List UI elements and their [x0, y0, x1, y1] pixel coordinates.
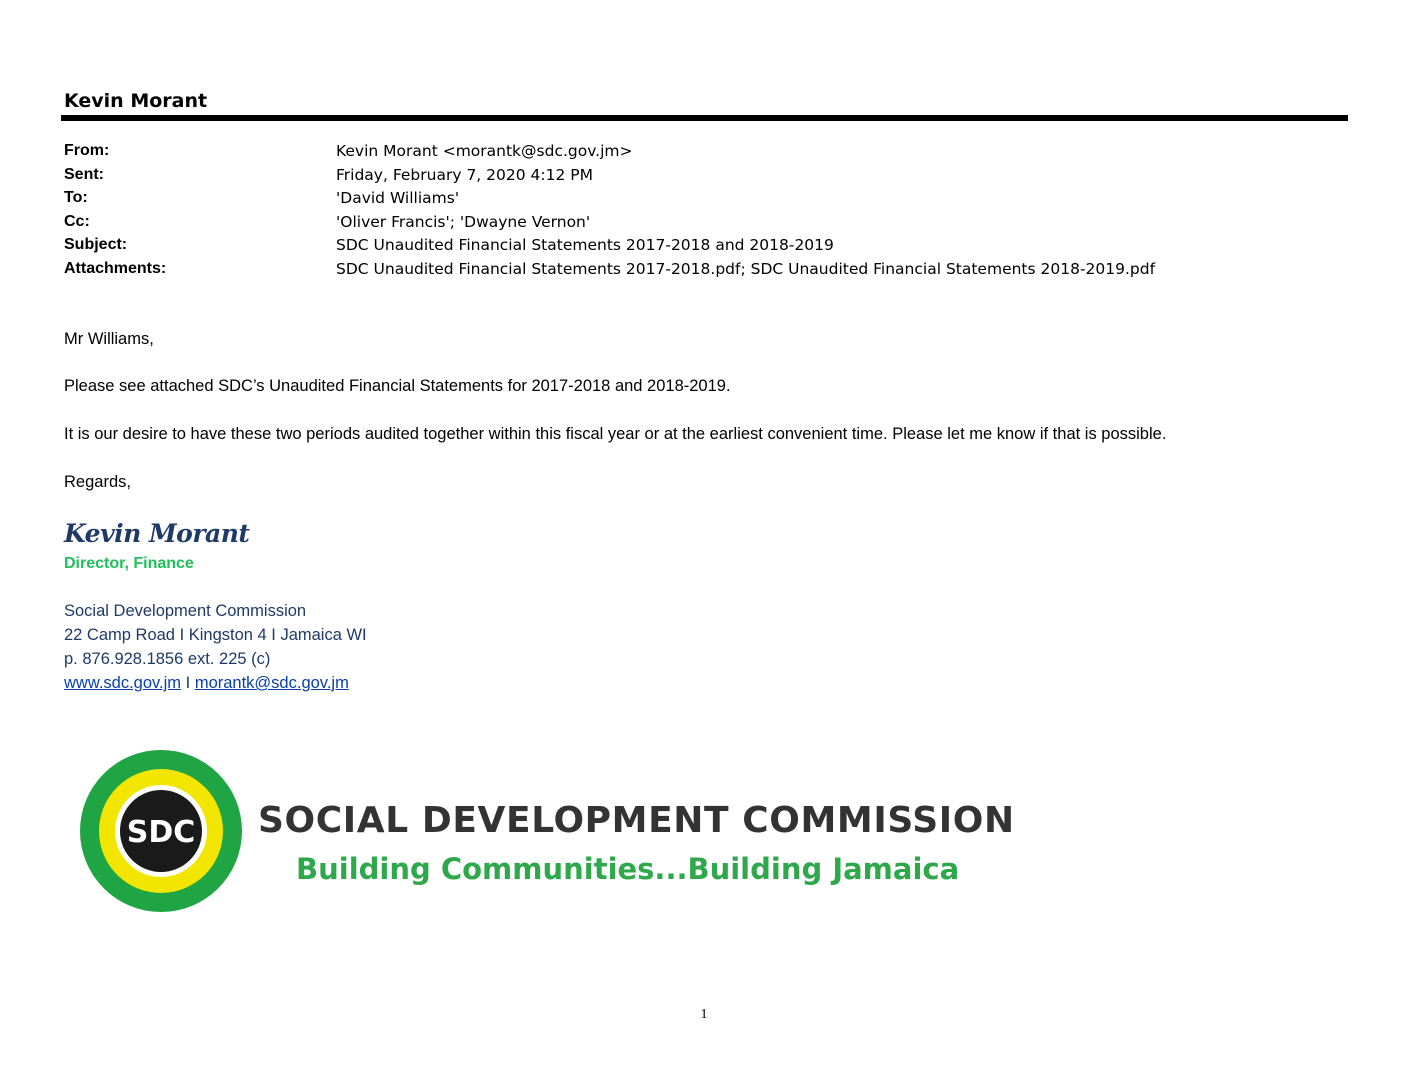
- body-paragraph-2: It is our desire to have these two periods audited together within this fiscal year or at the earliest convenient time. Please let me know if that is possible.: [64, 425, 1167, 443]
- from-value: Kevin Morant <morantk@sdc.gov.jm>: [336, 142, 633, 160]
- from-label: From:: [64, 142, 110, 159]
- greeting: Mr Williams,: [64, 330, 154, 348]
- subject-label: Subject:: [64, 236, 128, 253]
- attachments-label: Attachments:: [64, 260, 167, 277]
- signature-title: Director, Finance: [64, 555, 194, 572]
- cc-label: Cc:: [64, 213, 90, 230]
- attachments-value[interactable]: SDC Unaudited Financial Statements 2017-2018.pdf; SDC Unaudited Financial Statements 2018-2019.pdf: [336, 260, 1156, 278]
- sdc-logo-badge-text: SDC: [126, 815, 196, 850]
- to-label: To:: [64, 189, 88, 206]
- sdc-logo-tagline: Building Communities...Building Jamaica: [296, 852, 960, 886]
- signature-address: 22 Camp Road I Kingston 4 I Jamaica WI: [64, 626, 367, 644]
- page-number: 1: [700, 1007, 708, 1022]
- signature-links: [64, 674, 349, 693]
- sent-value: Friday, February 7, 2020 4:12 PM: [336, 166, 593, 184]
- website-link[interactable]: www.sdc.gov.jm: [64, 674, 182, 692]
- header-divider: [61, 115, 1348, 121]
- sdc-logo-mark: [80, 750, 242, 912]
- sent-label: Sent:: [64, 166, 104, 183]
- sdc-logo-name: SOCIAL DEVELOPMENT COMMISSION: [258, 800, 1015, 841]
- signature-organization: Social Development Commission: [64, 602, 307, 620]
- closing: Regards,: [64, 473, 131, 491]
- body-paragraph-1: Please see attached SDC’s Unaudited Financial Statements for 2017-2018 and 2018-2019.: [64, 377, 731, 395]
- signature-name: Kevin Morant: [64, 519, 250, 548]
- subject-value: SDC Unaudited Financial Statements 2017-2018 and 2018-2019: [336, 236, 834, 254]
- link-separator: I: [181, 674, 195, 692]
- to-value: 'David Williams': [336, 189, 460, 207]
- document-owner-name: Kevin Morant: [64, 90, 208, 112]
- cc-value: 'Oliver Francis'; 'Dwayne Vernon': [336, 213, 591, 231]
- signature-phone: p. 876.928.1856 ext. 225 (c): [64, 650, 271, 668]
- email-link[interactable]: morantk@sdc.gov.jm: [194, 674, 349, 692]
